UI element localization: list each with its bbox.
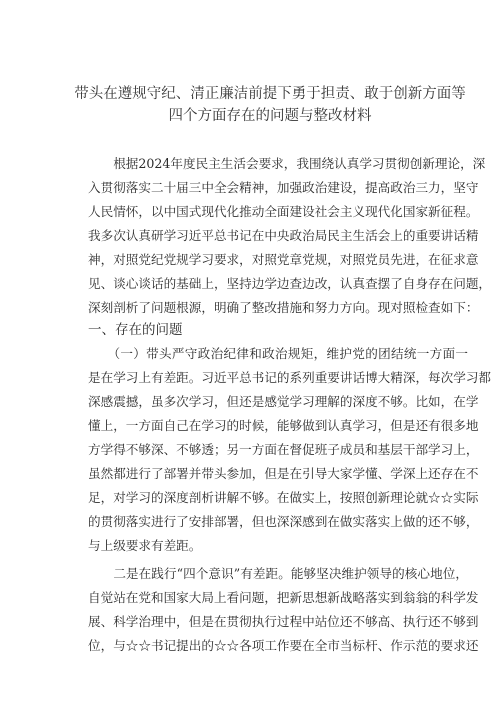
intro-line: 人民情怀，以中国式现代化推动全面建设社会主义现代化国家新征程。 bbox=[88, 204, 479, 219]
document-title-line-1: 带头在遵规守纪、清正廉洁前提下勇于担责、敢于创新方面等 bbox=[74, 86, 466, 102]
paragraph-line: 的贯彻落实进行了安排部署，但也深深感到在做实落实上做的还不够， bbox=[88, 514, 479, 529]
paragraph-line: 位，与☆☆书记提出的☆☆各项工作要在全市当标杆、作示范的要求还 bbox=[88, 638, 479, 653]
intro-line: 入贯彻落实二十届三中全会精神，加强政治建设，提高政治三力，坚守 bbox=[88, 180, 479, 195]
paragraph-line: 自觉站在党和国家大局上看问题，把新思想新战略落实到翁翁的科学发 bbox=[88, 590, 479, 605]
intro-line: 深刻剖析了问题根源，明确了整改措施和努力方向。现对照检查如下： bbox=[88, 300, 479, 315]
paragraph-line: 虽然都进行了部署并带头参加，但是在引导大家学懂、学深上还存在不 bbox=[88, 466, 479, 481]
intro-line: 见、谈心谈话的基础上，坚持边学边查边改，认真查摆了自身存在问题， bbox=[88, 276, 491, 291]
intro-line: 根据2024年度民主生活会要求，我围绕认真学习贯彻创新理论，深 bbox=[88, 156, 486, 171]
intro-line: 神，对照党纪党规学习要求，对照党章党规，对照党员先进，在征求意 bbox=[88, 252, 479, 267]
paragraph-line: 二是在践行“四个意识”有差距。能够坚决维护领导的核心地位， bbox=[88, 566, 468, 581]
intro-line: 我多次认真研学习近平总书记在中央政治局民主生活会上的重要讲话精 bbox=[88, 228, 479, 243]
paragraph-line: 展、科学治理中，但是在贯彻执行过程中站位还不够高、执行还不够到 bbox=[88, 614, 479, 629]
paragraph-line: 懂上，一方面自己在学习的时候，能够做到认真学习，但是还有很多地 bbox=[88, 418, 479, 433]
section-heading: 一、存在的问题 bbox=[88, 322, 183, 338]
paragraph-line: 是在学习上有差距。习近平总书记的系列重要讲话博大精深，每次学习都 bbox=[88, 370, 491, 385]
paragraph-line: （一）带头严守政治纪律和政治规矩，维护党的团结统一方面一 bbox=[88, 346, 468, 361]
document-title-line-2: 四个方面存在的问题与整改材料 bbox=[168, 108, 372, 124]
paragraph-line: 与上级要求有差距。 bbox=[88, 538, 202, 553]
paragraph-line: 足，对学习的深度剖析讲解不够。在做实上，按照创新理论就☆☆实际 bbox=[88, 490, 479, 505]
paragraph-line: 深感震撼，虽多次学习，但还是感觉学习理解的深度不够。比如，在学 bbox=[88, 394, 479, 409]
paragraph-line: 方学得不够深、不够透；另一方面在督促班子成员和基层干部学习上， bbox=[88, 442, 479, 457]
